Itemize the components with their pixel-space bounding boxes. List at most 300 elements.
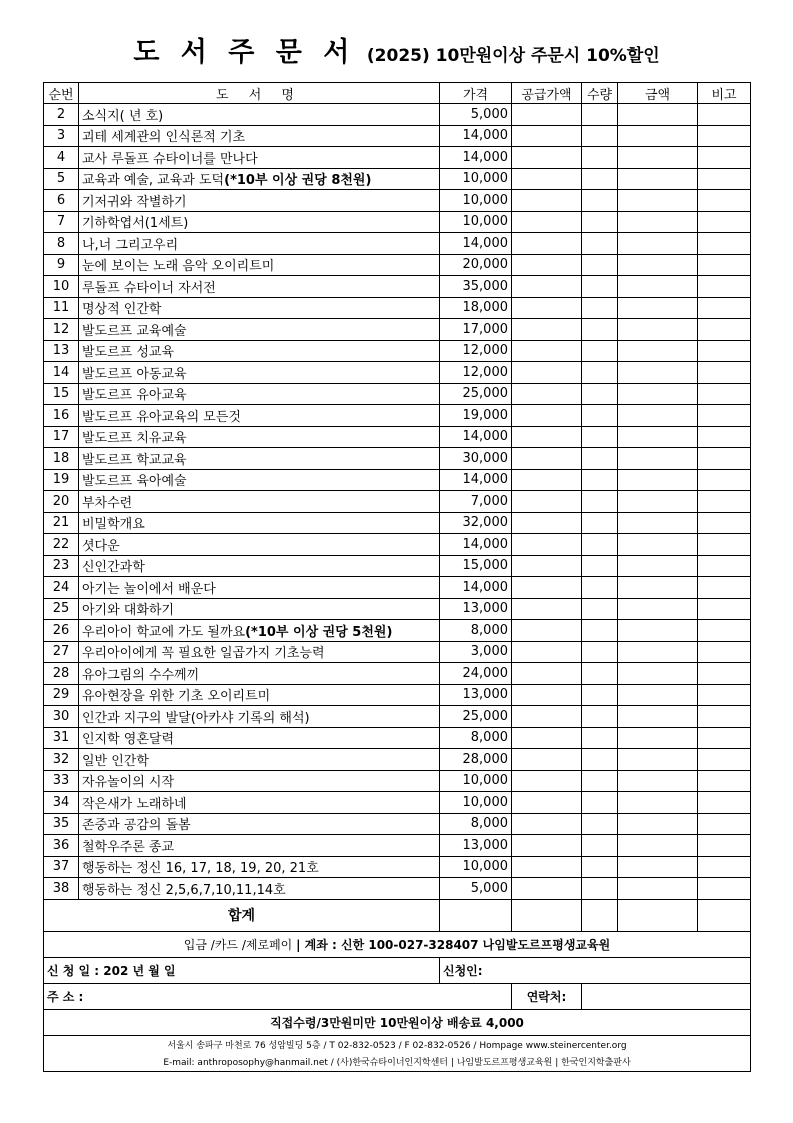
remark-cell[interactable] [698, 211, 751, 233]
book-no: 33 [44, 770, 79, 792]
supply-value-cell[interactable] [512, 491, 582, 513]
book-price: 14,000 [440, 469, 512, 491]
supply-value-cell[interactable] [512, 297, 582, 319]
book-no: 22 [44, 534, 79, 556]
supply-value-cell[interactable] [512, 340, 582, 362]
book-price: 14,000 [440, 534, 512, 556]
book-name-cell [79, 211, 440, 233]
header-price: 가격 [440, 83, 512, 104]
book-no: 24 [44, 577, 79, 599]
book-price: 19,000 [440, 405, 512, 427]
book-name: 나,너 그리고우리 [82, 237, 179, 253]
book-row [44, 405, 751, 427]
remark-cell[interactable] [698, 340, 751, 362]
book-row [44, 835, 751, 857]
supply-value-cell[interactable] [512, 233, 582, 255]
book-no: 17 [44, 426, 79, 448]
book-name: 비밀학개요 [82, 517, 145, 533]
amount-cell[interactable] [618, 426, 698, 448]
book-no: 6 [44, 190, 79, 212]
book-price: 7,000 [440, 491, 512, 513]
remark-cell[interactable] [698, 104, 751, 126]
supply-value-cell[interactable] [512, 749, 582, 771]
book-no: 13 [44, 340, 79, 362]
book-price: 18,000 [440, 297, 512, 319]
book-name-cell [79, 426, 440, 448]
header-remark: 비고 [698, 83, 751, 104]
supply-value-cell[interactable] [512, 770, 582, 792]
book-no: 28 [44, 663, 79, 685]
amount-cell[interactable] [618, 233, 698, 255]
quantity-cell[interactable] [582, 770, 618, 792]
quantity-cell[interactable] [582, 211, 618, 233]
book-name: 철학우주론 종교 [82, 839, 175, 855]
book-price: 14,000 [440, 125, 512, 147]
book-no: 19 [44, 469, 79, 491]
amount-cell[interactable] [618, 405, 698, 427]
book-row [44, 190, 751, 212]
footer-row-1 [44, 1035, 751, 1053]
book-name-cell [79, 491, 440, 513]
book-no: 29 [44, 684, 79, 706]
amount-cell[interactable] [618, 577, 698, 599]
book-name: 인지학 영혼달력 [82, 732, 175, 748]
supply-value-cell[interactable] [512, 383, 582, 405]
book-name-cell [79, 147, 440, 169]
book-price: 13,000 [440, 598, 512, 620]
quantity-cell[interactable] [582, 448, 618, 470]
book-name-cell [79, 749, 440, 771]
header-book-name: 도 서 명 [79, 83, 440, 104]
amount-cell[interactable] [618, 534, 698, 556]
amount-cell[interactable] [618, 469, 698, 491]
remark-cell[interactable] [698, 813, 751, 835]
book-name: 아기는 놀이에서 배운다 [82, 581, 216, 597]
contact-label: 연락처: [512, 983, 582, 1009]
quantity-cell[interactable] [582, 534, 618, 556]
book-name: 소식지( 년 호) [82, 108, 164, 124]
amount-cell[interactable] [618, 856, 698, 878]
amount-cell[interactable] [618, 125, 698, 147]
supply-value-cell[interactable] [512, 211, 582, 233]
book-name: 유아그림의 수수께끼 [82, 667, 200, 683]
remark-cell[interactable] [698, 297, 751, 319]
book-name-cell [79, 835, 440, 857]
quantity-cell[interactable] [582, 233, 618, 255]
book-name-cell [79, 684, 440, 706]
remark-cell[interactable] [698, 319, 751, 341]
book-no: 18 [44, 448, 79, 470]
quantity-cell[interactable] [582, 598, 618, 620]
quantity-cell[interactable] [582, 276, 618, 298]
quantity-cell[interactable] [582, 125, 618, 147]
book-name: 괴테 세계관의 인식론적 기초 [82, 130, 246, 146]
book-row [44, 512, 751, 534]
book-price: 8,000 [440, 813, 512, 835]
supply-value-cell[interactable] [512, 448, 582, 470]
quantity-cell[interactable] [582, 512, 618, 534]
book-name: 기저귀와 작별하기 [82, 194, 187, 210]
quantity-cell[interactable] [582, 555, 618, 577]
contact-field[interactable] [582, 983, 751, 1009]
supply-value-cell[interactable] [512, 469, 582, 491]
quantity-cell[interactable] [582, 856, 618, 878]
book-no: 38 [44, 878, 79, 900]
amount-cell[interactable] [618, 362, 698, 384]
book-name: 행동하는 정신 2,5,6,7,10,11,14호 [82, 882, 286, 898]
supply-value-cell[interactable] [512, 405, 582, 427]
remark-cell[interactable] [698, 426, 751, 448]
remark-cell[interactable] [698, 383, 751, 405]
book-row [44, 340, 751, 362]
book-name-cell [79, 878, 440, 900]
book-row [44, 620, 751, 642]
quantity-cell[interactable] [582, 491, 618, 513]
total-supply-cell[interactable] [512, 899, 582, 931]
title-subtitle: (2025) 10만원이상 주문시 10%할인 [366, 46, 660, 66]
supply-value-cell[interactable] [512, 512, 582, 534]
book-name-cell [79, 168, 440, 190]
book-name: 존중과 공감의 돌봄 [82, 818, 191, 834]
quantity-cell[interactable] [582, 684, 618, 706]
title-main: 도 서 주 문 서 [133, 37, 356, 68]
remark-cell[interactable] [698, 254, 751, 276]
amount-cell[interactable] [618, 727, 698, 749]
book-name: 발도르프 육아예술 [82, 474, 187, 490]
amount-cell[interactable] [618, 319, 698, 341]
supply-value-cell[interactable] [512, 684, 582, 706]
book-row [44, 104, 751, 126]
book-name: 유아현장을 위한 기초 오이리트미 [82, 689, 271, 705]
book-row [44, 125, 751, 147]
book-price: 12,000 [440, 362, 512, 384]
remark-cell[interactable] [698, 770, 751, 792]
book-price: 35,000 [440, 276, 512, 298]
remark-cell[interactable] [698, 276, 751, 298]
book-name: 일반 인간학 [82, 753, 149, 769]
supply-value-cell[interactable] [512, 254, 582, 276]
quantity-cell[interactable] [582, 297, 618, 319]
quantity-cell[interactable] [582, 469, 618, 491]
supply-value-cell[interactable] [512, 663, 582, 685]
book-name-cell [79, 770, 440, 792]
amount-cell[interactable] [618, 555, 698, 577]
supply-value-cell[interactable] [512, 577, 582, 599]
quantity-cell[interactable] [582, 340, 618, 362]
book-name: 발도르프 치유교육 [82, 431, 187, 447]
book-name: 부차수련 [82, 495, 133, 511]
book-price: 14,000 [440, 233, 512, 255]
shipping-row [44, 1009, 751, 1035]
book-name: 신인간과학 [82, 560, 145, 576]
supply-value-cell[interactable] [512, 835, 582, 857]
remark-cell[interactable] [698, 856, 751, 878]
supply-value-cell[interactable] [512, 319, 582, 341]
amount-cell[interactable] [618, 641, 698, 663]
book-name-cell [79, 383, 440, 405]
amount-cell[interactable] [618, 684, 698, 706]
amount-cell[interactable] [618, 211, 698, 233]
book-name-cell [79, 813, 440, 835]
amount-cell[interactable] [618, 792, 698, 814]
book-name: 교사 루돌프 슈타이너를 만나다 [82, 151, 258, 167]
book-name-cell [79, 706, 440, 728]
book-no: 31 [44, 727, 79, 749]
remark-cell[interactable] [698, 190, 751, 212]
book-name: 자유놀이의 시작 [82, 775, 175, 791]
amount-cell[interactable] [618, 749, 698, 771]
supply-value-cell[interactable] [512, 620, 582, 642]
amount-cell[interactable] [618, 512, 698, 534]
book-name-cell [79, 405, 440, 427]
amount-cell[interactable] [618, 620, 698, 642]
form-title [0, 30, 793, 69]
amount-cell[interactable] [618, 104, 698, 126]
book-price: 14,000 [440, 147, 512, 169]
remark-cell[interactable] [698, 727, 751, 749]
amount-cell[interactable] [618, 491, 698, 513]
header-no: 순번 [44, 83, 79, 104]
book-row [44, 469, 751, 491]
supply-value-cell[interactable] [512, 856, 582, 878]
book-price: 5,000 [440, 104, 512, 126]
book-price: 10,000 [440, 856, 512, 878]
amount-cell[interactable] [618, 276, 698, 298]
quantity-cell[interactable] [582, 749, 618, 771]
supply-value-cell[interactable] [512, 362, 582, 384]
quantity-cell[interactable] [582, 835, 618, 857]
remark-cell[interactable] [698, 125, 751, 147]
quantity-cell[interactable] [582, 792, 618, 814]
book-no: 32 [44, 749, 79, 771]
book-name-cell [79, 362, 440, 384]
quantity-cell[interactable] [582, 663, 618, 685]
book-name-cell [79, 448, 440, 470]
book-row [44, 233, 751, 255]
remark-cell[interactable] [698, 233, 751, 255]
quantity-cell[interactable] [582, 362, 618, 384]
quantity-cell[interactable] [582, 577, 618, 599]
remark-cell[interactable] [698, 577, 751, 599]
quantity-cell[interactable] [582, 426, 618, 448]
quantity-cell[interactable] [582, 383, 618, 405]
quantity-cell[interactable] [582, 254, 618, 276]
quantity-cell[interactable] [582, 190, 618, 212]
header-row [44, 83, 751, 104]
supply-value-cell[interactable] [512, 168, 582, 190]
amount-cell[interactable] [618, 813, 698, 835]
remark-cell[interactable] [698, 469, 751, 491]
remark-cell[interactable] [698, 749, 751, 771]
book-no: 10 [44, 276, 79, 298]
book-row [44, 147, 751, 169]
shipping-info: 직접수령/3만원미만 10만원이상 배송료 4,000 [44, 1009, 751, 1035]
amount-cell[interactable] [618, 340, 698, 362]
supply-value-cell[interactable] [512, 792, 582, 814]
book-row [44, 555, 751, 577]
remark-cell[interactable] [698, 405, 751, 427]
book-price: 28,000 [440, 749, 512, 771]
quantity-cell[interactable] [582, 813, 618, 835]
book-row [44, 770, 751, 792]
quantity-cell[interactable] [582, 641, 618, 663]
book-name-cell [79, 577, 440, 599]
book-row [44, 792, 751, 814]
header-amount: 금액 [618, 83, 698, 104]
total-amount-cell[interactable] [618, 899, 698, 931]
applicant-field[interactable]: 신청인: [440, 957, 751, 983]
remark-cell[interactable] [698, 362, 751, 384]
remark-cell[interactable] [698, 835, 751, 857]
supply-value-cell[interactable] [512, 727, 582, 749]
book-price: 10,000 [440, 190, 512, 212]
book-name: 명상적 인간학 [82, 302, 162, 318]
quantity-cell[interactable] [582, 727, 618, 749]
supply-value-cell[interactable] [512, 813, 582, 835]
quantity-cell[interactable] [582, 168, 618, 190]
total-remark-cell[interactable] [698, 899, 751, 931]
remark-cell[interactable] [698, 663, 751, 685]
quantity-cell[interactable] [582, 878, 618, 900]
book-no: 4 [44, 147, 79, 169]
book-no: 5 [44, 168, 79, 190]
book-no: 26 [44, 620, 79, 642]
book-name: 발도르프 유아교육의 모든것 [82, 409, 241, 425]
book-row [44, 749, 751, 771]
book-price: 25,000 [440, 383, 512, 405]
book-row [44, 254, 751, 276]
book-price: 8,000 [440, 727, 512, 749]
supply-value-cell[interactable] [512, 598, 582, 620]
quantity-cell[interactable] [582, 405, 618, 427]
amount-cell[interactable] [618, 190, 698, 212]
remark-cell[interactable] [698, 555, 751, 577]
book-row [44, 276, 751, 298]
supply-value-cell[interactable] [512, 276, 582, 298]
amount-cell[interactable] [618, 448, 698, 470]
book-no: 12 [44, 319, 79, 341]
amount-cell[interactable] [618, 383, 698, 405]
supply-value-cell[interactable] [512, 147, 582, 169]
book-name-cell [79, 276, 440, 298]
book-name-cell [79, 555, 440, 577]
supply-value-cell[interactable] [512, 426, 582, 448]
payment-account: | 계좌 : 신한 100-027-328407 나임발도르프평생교육원 [296, 937, 611, 952]
remark-cell[interactable] [698, 147, 751, 169]
remark-cell[interactable] [698, 684, 751, 706]
remark-cell[interactable] [698, 491, 751, 513]
book-name-cell [79, 469, 440, 491]
order-table [43, 82, 751, 1072]
book-name: 우리아이에게 꼭 필요한 일곱가지 기초능력 [82, 646, 325, 662]
amount-cell[interactable] [618, 706, 698, 728]
book-price: 13,000 [440, 835, 512, 857]
amount-cell[interactable] [618, 598, 698, 620]
book-row [44, 534, 751, 556]
book-no: 16 [44, 405, 79, 427]
book-price: 15,000 [440, 555, 512, 577]
quantity-cell[interactable] [582, 319, 618, 341]
remark-cell[interactable] [698, 512, 751, 534]
book-no: 3 [44, 125, 79, 147]
book-price: 10,000 [440, 792, 512, 814]
supply-value-cell[interactable] [512, 641, 582, 663]
total-row [44, 899, 751, 931]
amount-cell[interactable] [618, 168, 698, 190]
book-row [44, 706, 751, 728]
book-price: 24,000 [440, 663, 512, 685]
book-name-cell [79, 104, 440, 126]
remark-cell[interactable] [698, 598, 751, 620]
book-row [44, 297, 751, 319]
remark-cell[interactable] [698, 641, 751, 663]
book-price: 8,000 [440, 620, 512, 642]
quantity-cell[interactable] [582, 706, 618, 728]
remark-cell[interactable] [698, 620, 751, 642]
amount-cell[interactable] [618, 878, 698, 900]
book-name: 인간과 지구의 발달(아카샤 기록의 해석) [82, 710, 310, 726]
book-no: 34 [44, 792, 79, 814]
book-row [44, 426, 751, 448]
supply-value-cell[interactable] [512, 104, 582, 126]
footer-address: 서울시 송파구 마천로 76 성암빌딩 5층 / T 02-832-0523 / F 02-832-0526 / Hompage www.steinercenter.org [44, 1035, 751, 1053]
book-name-cell [79, 534, 440, 556]
book-no: 14 [44, 362, 79, 384]
book-price: 12,000 [440, 340, 512, 362]
address-field[interactable]: 주 소 : [44, 983, 512, 1009]
book-row [44, 856, 751, 878]
quantity-cell[interactable] [582, 620, 618, 642]
supply-value-cell[interactable] [512, 706, 582, 728]
book-row [44, 448, 751, 470]
book-no: 21 [44, 512, 79, 534]
book-name-cell [79, 190, 440, 212]
apply-row [44, 957, 751, 983]
remark-cell[interactable] [698, 706, 751, 728]
remark-cell[interactable] [698, 534, 751, 556]
supply-value-cell[interactable] [512, 125, 582, 147]
total-qty-cell[interactable] [582, 899, 618, 931]
book-row [44, 577, 751, 599]
apply-date-field[interactable]: 신 청 일 : 202 년 월 일 [44, 957, 440, 983]
book-discount-note: (*10부 이상 권당 8천원) [224, 173, 372, 189]
amount-cell[interactable] [618, 297, 698, 319]
supply-value-cell[interactable] [512, 190, 582, 212]
amount-cell[interactable] [618, 254, 698, 276]
amount-cell[interactable] [618, 663, 698, 685]
quantity-cell[interactable] [582, 104, 618, 126]
remark-cell[interactable] [698, 792, 751, 814]
supply-value-cell[interactable] [512, 534, 582, 556]
remark-cell[interactable] [698, 168, 751, 190]
supply-value-cell[interactable] [512, 878, 582, 900]
amount-cell[interactable] [618, 147, 698, 169]
book-price: 25,000 [440, 706, 512, 728]
book-price: 14,000 [440, 577, 512, 599]
total-price-cell[interactable] [440, 899, 512, 931]
payment-methods: 입금 /카드 /제로페이 [183, 937, 293, 952]
amount-cell[interactable] [618, 770, 698, 792]
remark-cell[interactable] [698, 878, 751, 900]
book-no: 25 [44, 598, 79, 620]
book-row [44, 383, 751, 405]
remark-cell[interactable] [698, 448, 751, 470]
supply-value-cell[interactable] [512, 555, 582, 577]
quantity-cell[interactable] [582, 147, 618, 169]
amount-cell[interactable] [618, 835, 698, 857]
book-price: 32,000 [440, 512, 512, 534]
book-no: 9 [44, 254, 79, 276]
